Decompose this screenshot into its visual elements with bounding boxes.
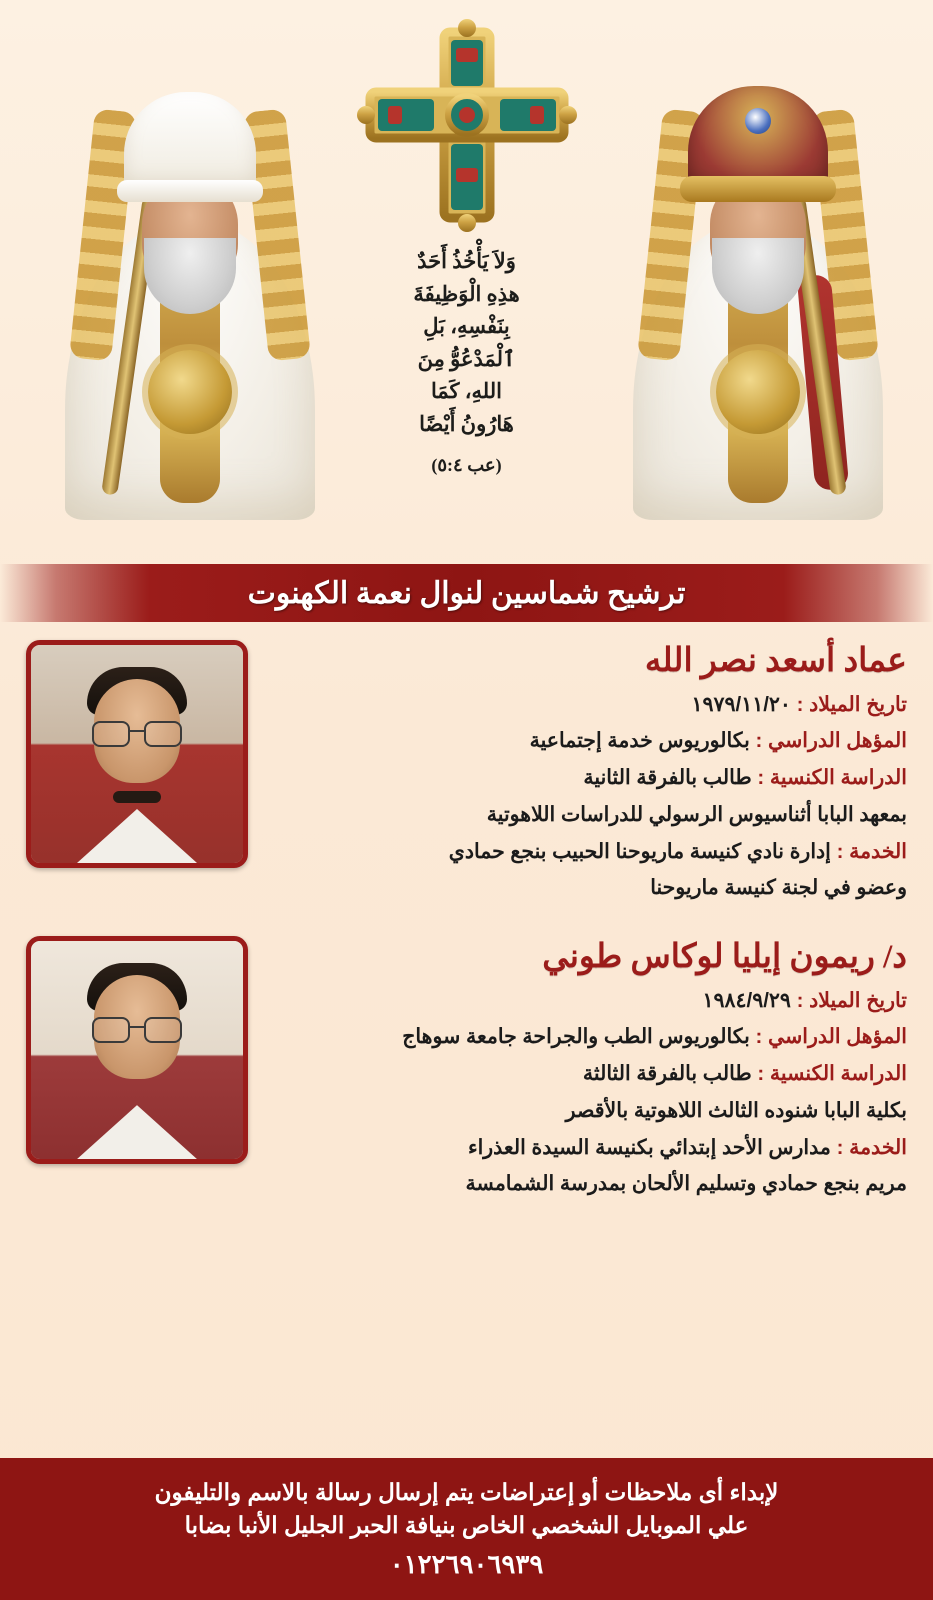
candidate-field-church-study (266, 763, 907, 794)
footer-phone-number[interactable]: ٠١٢٢٦٩٠٦٩٣٩ (389, 1550, 544, 1580)
verse-line-4: ٱلْمَدْعُوُّ مِنَ (417, 346, 516, 371)
field-label: تاريخ الميلاد : (796, 988, 907, 1012)
papal-crown-icon (688, 86, 828, 190)
field-label: تاريخ الميلاد : (796, 692, 907, 716)
white-mitre-icon (124, 92, 256, 192)
candidate-field-service (266, 1133, 907, 1164)
bible-verse (317, 245, 617, 480)
footer-line-1: لإبداء أى ملاحظات أو إعتراضات يتم إرسال رسالة بالاسم والتليفون (154, 1478, 779, 1505)
candidate-field-service-cont: وعضو في لجنة كنيسة ماريوحنا (650, 876, 907, 900)
field-label: الدراسة الكنسية : (757, 766, 907, 790)
candidate-field-church-study-cont: بمعهد البابا أثناسيوس الرسولي للدراسات اللاهوتية (486, 802, 907, 826)
candidates-list (0, 622, 933, 1206)
candidate-field-education (266, 726, 907, 757)
field-label: المؤهل الدراسي : (755, 729, 907, 753)
candidate-info (266, 936, 907, 1206)
field-label: الدراسة الكنسية : (757, 1062, 907, 1086)
contact-footer (0, 1458, 933, 1600)
field-value: إدارة نادي كنيسة ماريوحنا الحبيب بنجع حمادي (448, 839, 831, 863)
chest-medallion-icon (148, 350, 232, 434)
title-banner (0, 564, 933, 622)
field-value: طالب بالفرقة الثالثة (582, 1062, 752, 1086)
verse-line-5: اللهِ، كَمَا (430, 379, 502, 404)
candidate-photo-1 (26, 640, 248, 868)
candidate-field-birthdate (266, 986, 907, 1017)
verse-line-2: هذِهِ الْوَظِيفَةَ (413, 281, 520, 306)
field-label: المؤهل الدراسي : (755, 1025, 907, 1049)
bishop-portrait-left (40, 40, 340, 520)
field-value: مدارس الأحد إبتدائي بكنيسة السيدة العذراء (467, 1135, 831, 1159)
verse-line-6: هَارُونُ أَيْضًا (419, 411, 514, 436)
candidate-photo-2 (26, 936, 248, 1164)
candidate-field-education (266, 1022, 907, 1053)
field-value: بكالوريوس خدمة إجتماعية (529, 729, 750, 753)
field-value: بكالوريوس الطب والجراحة جامعة سوهاج (402, 1025, 750, 1049)
candidate-field-birthdate (266, 690, 907, 721)
candidate-card (26, 640, 907, 910)
field-value: ١٩٨٤/٩/٢٩ (702, 988, 791, 1012)
candidate-field-church-study-cont: بكلية البابا شنوده الثالث اللاهوتية بالأقصر (565, 1098, 907, 1122)
field-value: ١٩٧٩/١١/٢٠ (691, 692, 791, 716)
candidate-card (26, 936, 907, 1206)
banner-title: ترشيح شماسين لنوال نعمة الكهنوت (247, 576, 686, 610)
candidate-info (266, 640, 907, 910)
verse-line-3: بِنَفْسِهِ، بَلِ (423, 314, 510, 339)
pectoral-cross-icon (716, 350, 800, 434)
candidate-field-service-cont: مريم بنجع حمادي وتسليم الألحان بمدرسة الشمامسة (465, 1172, 907, 1196)
footer-line-2: علي الموبايل الشخصي الخاص بنيافة الحبر الجليل الأنبا بضابا (184, 1511, 749, 1538)
candidate-field-church-study (266, 1059, 907, 1090)
candidate-name: عماد أسعد نصر الله (644, 643, 907, 679)
candidate-field-service (266, 837, 907, 868)
verse-reference: (عب ٥:٤) (431, 455, 502, 476)
field-label: الخدمة : (836, 1135, 907, 1159)
poster-header (0, 0, 933, 560)
field-label: الخدمة : (836, 839, 907, 863)
coptic-cross-icon (352, 18, 582, 233)
field-value: طالب بالفرقة الثانية (583, 766, 752, 790)
verse-line-1: وَلاَ يَأْخُذُ أَحَدٌ (417, 249, 516, 273)
pope-portrait-right (608, 40, 908, 520)
candidate-name: د/ ريمون إيليا لوكاس طوني (542, 939, 907, 976)
